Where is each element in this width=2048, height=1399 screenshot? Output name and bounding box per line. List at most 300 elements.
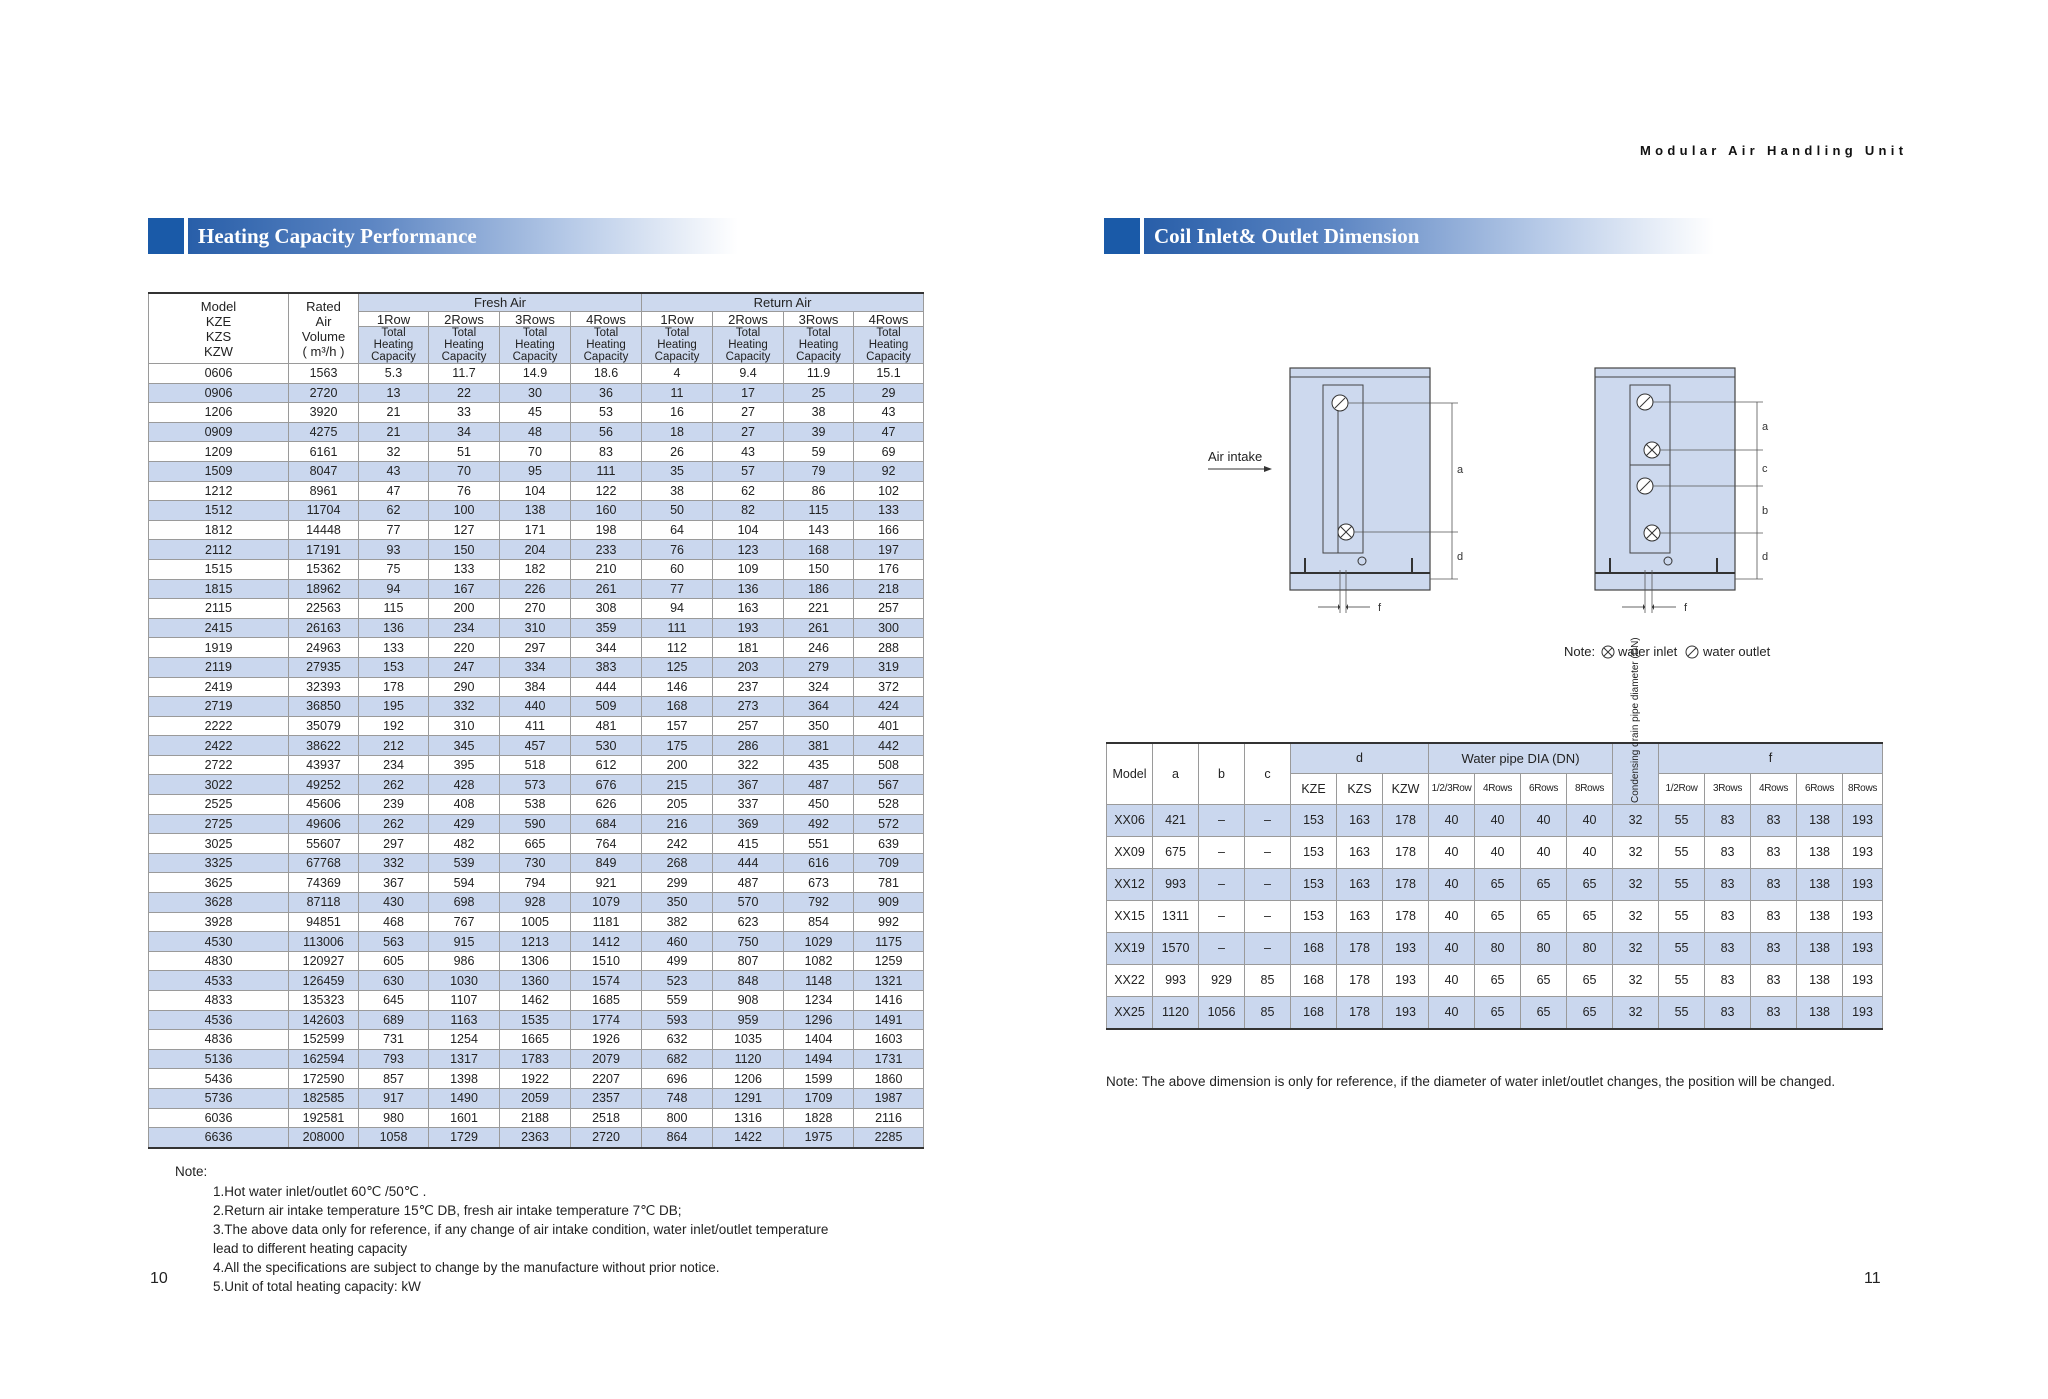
table-cell: 175 bbox=[642, 736, 713, 756]
table-cell: 49606 bbox=[289, 814, 359, 834]
col-rows: 3Rows bbox=[500, 312, 571, 327]
table-cell: 192581 bbox=[289, 1108, 359, 1128]
table-cell: 168 bbox=[1291, 996, 1337, 1029]
table-cell: 261 bbox=[784, 618, 854, 638]
table-cell: 83 bbox=[1705, 996, 1751, 1029]
table-cell: 2525 bbox=[149, 795, 289, 815]
table-cell: 171 bbox=[500, 520, 571, 540]
table-cell: 538 bbox=[500, 795, 571, 815]
table-cell: 237 bbox=[713, 677, 784, 697]
table-cell: 460 bbox=[642, 932, 713, 952]
table-cell: 487 bbox=[713, 873, 784, 893]
table-cell: 2079 bbox=[571, 1049, 642, 1069]
table-row bbox=[149, 834, 924, 854]
table-cell: 22563 bbox=[289, 599, 359, 619]
table-cell: 83 bbox=[1751, 932, 1797, 964]
table-cell: 136 bbox=[713, 579, 784, 599]
table-cell: 257 bbox=[713, 716, 784, 736]
table-cell: 40 bbox=[1521, 836, 1567, 868]
table-row bbox=[149, 1010, 924, 1030]
table-cell: 55 bbox=[1659, 900, 1705, 932]
table-cell: 696 bbox=[642, 1069, 713, 1089]
table-cell: 215 bbox=[642, 775, 713, 795]
table-cell: 864 bbox=[642, 1128, 713, 1148]
table-cell: 5.3 bbox=[359, 364, 429, 384]
table-cell: 50 bbox=[642, 501, 713, 521]
table-row bbox=[149, 481, 924, 501]
table-cell: 123 bbox=[713, 540, 784, 560]
table-row bbox=[1107, 868, 1883, 900]
table-cell: 442 bbox=[854, 736, 924, 756]
table-cell: 186 bbox=[784, 579, 854, 599]
table-cell: 261 bbox=[571, 579, 642, 599]
table-row bbox=[149, 1108, 924, 1128]
table-cell: 959 bbox=[713, 1010, 784, 1030]
table-cell: 29 bbox=[854, 383, 924, 403]
table-cell: 32 bbox=[1613, 836, 1659, 868]
table-cell: 153 bbox=[359, 657, 429, 677]
col-total-heating-capacity: Total Heating Capacity bbox=[784, 327, 854, 364]
table-cell: 152599 bbox=[289, 1030, 359, 1050]
table-cell: 709 bbox=[854, 853, 924, 873]
table-cell: 133 bbox=[359, 638, 429, 658]
table-cell: 18.6 bbox=[571, 364, 642, 384]
table-cell: 16 bbox=[642, 403, 713, 423]
table-cell: 74369 bbox=[289, 873, 359, 893]
table-cell: 731 bbox=[359, 1030, 429, 1050]
table-cell: 153 bbox=[1291, 868, 1337, 900]
table-cell: 136 bbox=[359, 618, 429, 638]
table-cell: 167 bbox=[429, 579, 500, 599]
table-cell: 2720 bbox=[571, 1128, 642, 1148]
page-number-left: 10 bbox=[150, 1270, 168, 1287]
table-cell: 27 bbox=[713, 422, 784, 442]
table-cell: 65 bbox=[1567, 900, 1613, 932]
table-cell: 523 bbox=[642, 971, 713, 991]
table-cell: 308 bbox=[571, 599, 642, 619]
table-cell: XX09 bbox=[1107, 836, 1153, 868]
table-cell: 178 bbox=[1337, 996, 1383, 1029]
table-cell: 135323 bbox=[289, 991, 359, 1011]
table-row bbox=[149, 697, 924, 717]
table-cell: 1926 bbox=[571, 1030, 642, 1050]
table-cell: 92 bbox=[854, 461, 924, 481]
table-cell: 126459 bbox=[289, 971, 359, 991]
table-cell: 2207 bbox=[571, 1069, 642, 1089]
table-cell: 915 bbox=[429, 932, 500, 952]
table-cell: 11 bbox=[642, 383, 713, 403]
table-cell: 27 bbox=[713, 403, 784, 423]
col-f_cols: 6Rows bbox=[1797, 773, 1843, 804]
table-row bbox=[149, 540, 924, 560]
dimension-c-label: c bbox=[1762, 463, 1768, 475]
table-cell: 53 bbox=[571, 403, 642, 423]
table-cell: 83 bbox=[1705, 900, 1751, 932]
table-cell: 1987 bbox=[854, 1088, 924, 1108]
table-cell: 40 bbox=[1429, 900, 1475, 932]
table-cell: 193 bbox=[713, 618, 784, 638]
table-cell: 573 bbox=[500, 775, 571, 795]
table-cell: 193 bbox=[1383, 964, 1429, 996]
table-cell: 32 bbox=[1613, 964, 1659, 996]
table-cell: 395 bbox=[429, 755, 500, 775]
table-cell: 94851 bbox=[289, 912, 359, 932]
table-cell: 125 bbox=[642, 657, 713, 677]
table-cell: 220 bbox=[429, 638, 500, 658]
table-cell: 623 bbox=[713, 912, 784, 932]
table-cell: 1729 bbox=[429, 1128, 500, 1148]
table-cell: 193 bbox=[1383, 932, 1429, 964]
table-cell: 1563 bbox=[289, 364, 359, 384]
dimension-d-label: d bbox=[1457, 551, 1464, 563]
table-cell: XX15 bbox=[1107, 900, 1153, 932]
table-row bbox=[1107, 900, 1883, 932]
table-cell: 682 bbox=[642, 1049, 713, 1069]
table-cell: 65 bbox=[1521, 996, 1567, 1029]
table-cell: 82 bbox=[713, 501, 784, 521]
table-cell: 33 bbox=[429, 403, 500, 423]
table-cell: 408 bbox=[429, 795, 500, 815]
table-cell: 83 bbox=[1751, 804, 1797, 836]
table-cell: 793 bbox=[359, 1049, 429, 1069]
table-cell: 65 bbox=[1521, 964, 1567, 996]
table-cell: 2222 bbox=[149, 716, 289, 736]
table-cell: 26163 bbox=[289, 618, 359, 638]
col-rows: 1Row bbox=[642, 312, 713, 327]
col-pipe_cols: 4Rows bbox=[1475, 773, 1521, 804]
table-cell: 1306 bbox=[500, 951, 571, 971]
table-cell: 193 bbox=[1843, 804, 1883, 836]
table-cell: – bbox=[1199, 868, 1245, 900]
table-cell: 104 bbox=[500, 481, 571, 501]
table-row bbox=[149, 1128, 924, 1148]
table-cell: 32393 bbox=[289, 677, 359, 697]
col-rows: 4Rows bbox=[854, 312, 924, 327]
table-cell: 290 bbox=[429, 677, 500, 697]
table-cell: 1291 bbox=[713, 1088, 784, 1108]
table-cell: 310 bbox=[429, 716, 500, 736]
table-cell: 286 bbox=[713, 736, 784, 756]
col-pipe_cols: 6Rows bbox=[1521, 773, 1567, 804]
table-cell: 1058 bbox=[359, 1128, 429, 1148]
table-cell: 350 bbox=[784, 716, 854, 736]
table-cell: 93 bbox=[359, 540, 429, 560]
table-cell: 415 bbox=[713, 834, 784, 854]
table-cell: 1494 bbox=[784, 1049, 854, 1069]
table-cell: 64 bbox=[642, 520, 713, 540]
table-cell: 85 bbox=[1245, 964, 1291, 996]
table-cell: 204 bbox=[500, 540, 571, 560]
table-cell: 239 bbox=[359, 795, 429, 815]
table-cell: 411 bbox=[500, 716, 571, 736]
table-cell: 319 bbox=[854, 657, 924, 677]
table-cell: 138 bbox=[1797, 932, 1843, 964]
col-model: Model KZE KZS KZW bbox=[149, 293, 289, 364]
table-cell: 146 bbox=[642, 677, 713, 697]
table-cell: 1535 bbox=[500, 1010, 571, 1030]
table-cell: 36 bbox=[571, 383, 642, 403]
table-cell: 138 bbox=[1797, 836, 1843, 868]
table-cell: 509 bbox=[571, 697, 642, 717]
table-cell: 163 bbox=[1337, 900, 1383, 932]
table-cell: 65 bbox=[1521, 868, 1567, 900]
table-cell: 262 bbox=[359, 814, 429, 834]
table-cell: 616 bbox=[784, 853, 854, 873]
table-cell: 172590 bbox=[289, 1069, 359, 1089]
table-cell: 226 bbox=[500, 579, 571, 599]
table-cell: 18 bbox=[642, 422, 713, 442]
table-cell: 122 bbox=[571, 481, 642, 501]
col-pipe_cols: 1/2/3Row bbox=[1429, 773, 1475, 804]
note-item: 1.Hot water inlet/outlet 60℃ /50℃ . bbox=[213, 1184, 427, 1199]
table-cell: 2285 bbox=[854, 1128, 924, 1148]
table-cell: 22 bbox=[429, 383, 500, 403]
col-a: a bbox=[1153, 743, 1199, 804]
table-cell: 2119 bbox=[149, 657, 289, 677]
table-cell: XX12 bbox=[1107, 868, 1153, 900]
table-cell: 310 bbox=[500, 618, 571, 638]
table-cell: 43 bbox=[359, 461, 429, 481]
table-cell: 528 bbox=[854, 795, 924, 815]
table-cell: 730 bbox=[500, 853, 571, 873]
col-total-heating-capacity: Total Heating Capacity bbox=[500, 327, 571, 364]
table-cell: 639 bbox=[854, 834, 924, 854]
table-cell: 322 bbox=[713, 755, 784, 775]
table-cell: 212 bbox=[359, 736, 429, 756]
table-cell: 1120 bbox=[1153, 996, 1199, 1029]
dimension-f-label: f bbox=[1684, 602, 1688, 614]
col-group-return-air: Return Air bbox=[642, 293, 924, 312]
table-cell: 792 bbox=[784, 893, 854, 913]
table-cell: 133 bbox=[854, 501, 924, 521]
table-cell: 4536 bbox=[149, 1010, 289, 1030]
table-cell: 43 bbox=[713, 442, 784, 462]
table-cell: 1404 bbox=[784, 1030, 854, 1050]
table-cell: 1398 bbox=[429, 1069, 500, 1089]
table-cell: 40 bbox=[1567, 836, 1613, 868]
table-cell: 1919 bbox=[149, 638, 289, 658]
table-row bbox=[149, 422, 924, 442]
table-cell: 127 bbox=[429, 520, 500, 540]
table-cell: 2116 bbox=[854, 1108, 924, 1128]
table-cell: 60 bbox=[642, 559, 713, 579]
coil-diagram bbox=[1190, 355, 1810, 675]
table-cell: 1574 bbox=[571, 971, 642, 991]
table-cell: 40 bbox=[1429, 868, 1475, 900]
col-pipe_cols: 8Rows bbox=[1567, 773, 1613, 804]
table-cell: 79 bbox=[784, 461, 854, 481]
table-cell: 40 bbox=[1429, 964, 1475, 996]
right-page bbox=[1024, 0, 2048, 1399]
table-row bbox=[149, 853, 924, 873]
table-cell: 1422 bbox=[713, 1128, 784, 1148]
table-cell: 848 bbox=[713, 971, 784, 991]
table-cell: 104 bbox=[713, 520, 784, 540]
table-row bbox=[149, 755, 924, 775]
table-row bbox=[149, 1088, 924, 1108]
col-rows: 2Rows bbox=[429, 312, 500, 327]
table-cell: – bbox=[1199, 932, 1245, 964]
table-cell: 43937 bbox=[289, 755, 359, 775]
table-cell: 4533 bbox=[149, 971, 289, 991]
table-cell: 233 bbox=[571, 540, 642, 560]
table-cell: 1601 bbox=[429, 1108, 500, 1128]
table-cell: 56 bbox=[571, 422, 642, 442]
table-cell: 1512 bbox=[149, 501, 289, 521]
table-cell: 11.9 bbox=[784, 364, 854, 384]
table-cell: 193 bbox=[1843, 996, 1883, 1029]
table-cell: 273 bbox=[713, 697, 784, 717]
table-cell: 40 bbox=[1429, 996, 1475, 1029]
table-cell: 1030 bbox=[429, 971, 500, 991]
table-cell: 102 bbox=[854, 481, 924, 501]
table-row bbox=[149, 1030, 924, 1050]
table-cell: 55 bbox=[1659, 964, 1705, 996]
table-cell: 5436 bbox=[149, 1069, 289, 1089]
table-cell: 80 bbox=[1567, 932, 1613, 964]
table-cell: – bbox=[1245, 932, 1291, 964]
table-cell: 115 bbox=[784, 501, 854, 521]
table-cell: 257 bbox=[854, 599, 924, 619]
table-cell: 15362 bbox=[289, 559, 359, 579]
table-cell: 36850 bbox=[289, 697, 359, 717]
table-cell: 1783 bbox=[500, 1049, 571, 1069]
table-cell: 384 bbox=[500, 677, 571, 697]
col-f_cols: 8Rows bbox=[1843, 773, 1883, 804]
table-cell: 193 bbox=[1843, 900, 1883, 932]
table-cell: 94 bbox=[359, 579, 429, 599]
table-cell: 83 bbox=[1705, 932, 1751, 964]
note-item: 4.All the specifications are subject to change by the manufacture without prior notice. bbox=[213, 1260, 720, 1275]
col-rows: 4Rows bbox=[571, 312, 642, 327]
table-cell: – bbox=[1199, 900, 1245, 932]
col-group-water-pipe: Water pipe DIA (DN) bbox=[1429, 743, 1613, 773]
table-cell: – bbox=[1245, 900, 1291, 932]
table-cell: 160 bbox=[571, 501, 642, 521]
col-group-f: f bbox=[1659, 743, 1883, 773]
air-intake-label: Air intake bbox=[1208, 449, 1263, 464]
table-cell: 632 bbox=[642, 1030, 713, 1050]
table-cell: 65 bbox=[1567, 964, 1613, 996]
section-title: Coil Inlet& Outlet Dimension bbox=[1154, 224, 1420, 248]
table-cell: 109 bbox=[713, 559, 784, 579]
table-cell: 13 bbox=[359, 383, 429, 403]
table-cell: 166 bbox=[854, 520, 924, 540]
table-cell: 1316 bbox=[713, 1108, 784, 1128]
table-cell: 153 bbox=[1291, 804, 1337, 836]
table-cell: 85 bbox=[1245, 996, 1291, 1029]
table-cell: 163 bbox=[1337, 804, 1383, 836]
table-cell: 1175 bbox=[854, 932, 924, 952]
table-cell: 47 bbox=[854, 422, 924, 442]
coil-section-banner bbox=[1104, 218, 1714, 254]
table-cell: 195 bbox=[359, 697, 429, 717]
table-row bbox=[1107, 964, 1883, 996]
table-cell: 26 bbox=[642, 442, 713, 462]
table-cell: 14448 bbox=[289, 520, 359, 540]
table-cell: 55 bbox=[1659, 804, 1705, 836]
table-cell: 178 bbox=[1337, 932, 1383, 964]
table-cell: 178 bbox=[359, 677, 429, 697]
table-cell: 928 bbox=[500, 893, 571, 913]
table-cell: 35 bbox=[642, 461, 713, 481]
table-cell: 530 bbox=[571, 736, 642, 756]
table-cell: 21 bbox=[359, 403, 429, 423]
table-cell: 1082 bbox=[784, 951, 854, 971]
table-row bbox=[1107, 804, 1883, 836]
table-cell: 83 bbox=[1705, 964, 1751, 996]
table-cell: 673 bbox=[784, 873, 854, 893]
table-row bbox=[149, 1049, 924, 1069]
table-cell: 210 bbox=[571, 559, 642, 579]
table-cell: 218 bbox=[854, 579, 924, 599]
table-row bbox=[149, 932, 924, 952]
table-cell: 689 bbox=[359, 1010, 429, 1030]
table-cell: 539 bbox=[429, 853, 500, 873]
table-cell: 55 bbox=[1659, 868, 1705, 900]
table-cell: 153 bbox=[1291, 900, 1337, 932]
table-cell: 572 bbox=[854, 814, 924, 834]
table-cell: 1311 bbox=[1153, 900, 1199, 932]
table-cell: 162594 bbox=[289, 1049, 359, 1069]
col-rows: 1Row bbox=[359, 312, 429, 327]
table-row bbox=[149, 971, 924, 991]
table-cell: 150 bbox=[784, 559, 854, 579]
table-cell: 428 bbox=[429, 775, 500, 795]
table-cell: 138 bbox=[1797, 868, 1843, 900]
table-cell: 1035 bbox=[713, 1030, 784, 1050]
col-b: b bbox=[1199, 743, 1245, 804]
table-cell: 8961 bbox=[289, 481, 359, 501]
table-cell: 594 bbox=[429, 873, 500, 893]
table-cell: 367 bbox=[713, 775, 784, 795]
table-row bbox=[149, 579, 924, 599]
table-cell: 6636 bbox=[149, 1128, 289, 1148]
table-cell: 1922 bbox=[500, 1069, 571, 1089]
table-cell: 0909 bbox=[149, 422, 289, 442]
table-cell: 345 bbox=[429, 736, 500, 756]
table-row bbox=[149, 814, 924, 834]
table-cell: 2422 bbox=[149, 736, 289, 756]
dimension-a-label: a bbox=[1762, 421, 1769, 433]
table-cell: 440 bbox=[500, 697, 571, 717]
table-cell: 917 bbox=[359, 1088, 429, 1108]
table-cell: 676 bbox=[571, 775, 642, 795]
table-cell: 168 bbox=[1291, 932, 1337, 964]
water-inlet-legend: water inlet bbox=[1618, 644, 1678, 659]
table-cell: 3022 bbox=[149, 775, 289, 795]
table-cell: 193 bbox=[1843, 964, 1883, 996]
table-cell: 59 bbox=[784, 442, 854, 462]
table-cell: 94 bbox=[642, 599, 713, 619]
table-cell: 40 bbox=[1429, 836, 1475, 868]
table-cell: 1079 bbox=[571, 893, 642, 913]
table-cell: 38 bbox=[642, 481, 713, 501]
table-cell: 95 bbox=[500, 461, 571, 481]
table-cell: 45 bbox=[500, 403, 571, 423]
table-cell: 350 bbox=[642, 893, 713, 913]
table-cell: 1815 bbox=[149, 579, 289, 599]
table-cell: 83 bbox=[1751, 868, 1797, 900]
table-cell: 182585 bbox=[289, 1088, 359, 1108]
note-item: 2.Return air intake temperature 15℃ DB, fresh air intake temperature 7℃ DB; bbox=[213, 1203, 682, 1218]
table-cell: 605 bbox=[359, 951, 429, 971]
table-cell: 55 bbox=[1659, 932, 1705, 964]
table-cell: 457 bbox=[500, 736, 571, 756]
table-cell: 2518 bbox=[571, 1108, 642, 1128]
table-cell: 21 bbox=[359, 422, 429, 442]
table-cell: 518 bbox=[500, 755, 571, 775]
